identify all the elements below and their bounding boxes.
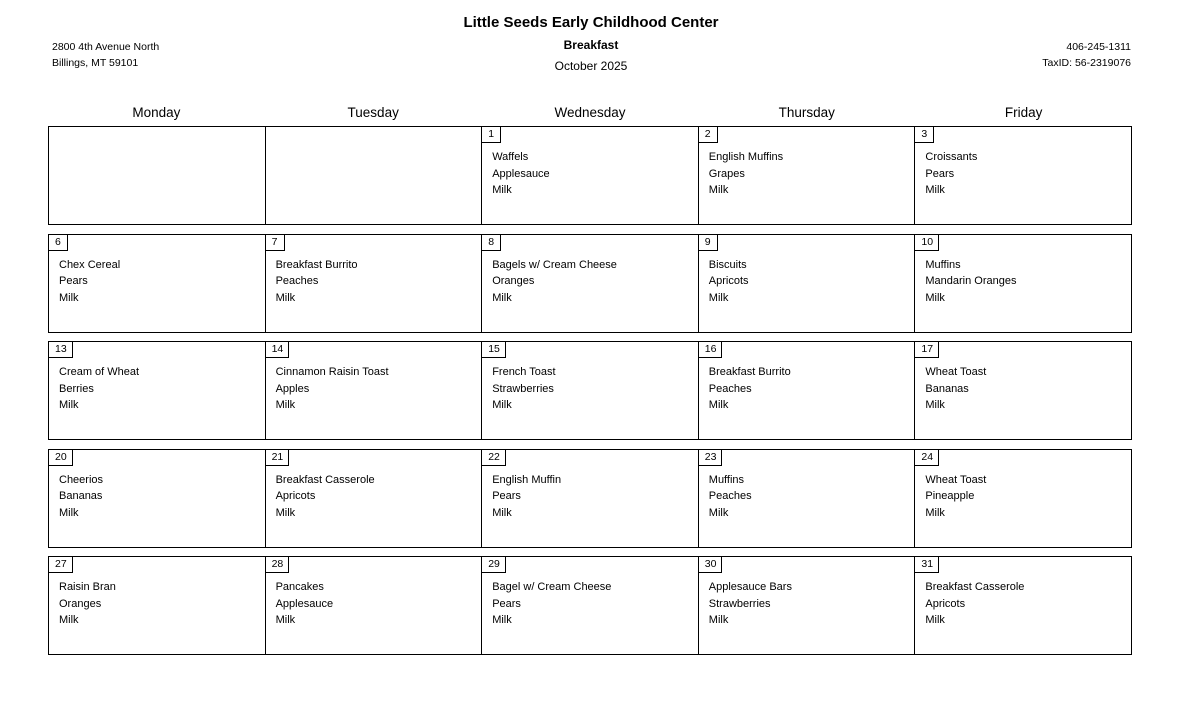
day-number: 30 [699,557,723,573]
day-number: 9 [699,235,718,251]
day-cell-29 [482,557,699,654]
day-number: 6 [49,235,68,251]
day-cell-3 [915,127,1131,224]
menu-item: English Muffin [492,473,562,486]
menu-item: Strawberries [708,597,771,610]
menu-item-list [915,145,1131,199]
menu-item-list [266,575,482,629]
menu-item-list [915,575,1131,629]
menu-item: Berries [59,382,94,395]
weekday-header-row [48,105,1132,120]
menu-item: Milk [492,614,512,627]
menu-item-list [699,468,915,522]
weekday-header-tuesday: Tuesday [347,105,399,120]
day-cell-6 [49,235,266,332]
menu-item: Milk [492,184,512,197]
menu-item: Peaches [708,382,752,395]
day-cell-20 [49,450,266,547]
menu-item-list [482,468,698,522]
menu-item: Wheat Toast [925,473,987,486]
menu-item: Pears [492,490,521,503]
menu-item: Milk [59,614,79,627]
day-number: 3 [915,127,934,143]
menu-item-list [915,253,1131,307]
menu-item: Milk [275,506,296,519]
menu-item: Milk [492,506,512,519]
menu-item: Milk [708,399,729,412]
day-cell-17 [915,342,1131,439]
menu-item: Cinnamon Raisin Toast [275,366,389,378]
menu-item: Applesauce Bars [708,581,792,593]
day-cell-2 [699,127,916,224]
menu-item: Grapes [708,167,745,180]
menu-item: Apricots [275,490,316,503]
address-line-1: 2800 4th Avenue North [52,41,160,53]
menu-item: Milk [708,184,729,197]
tax-id: TaxID: 56-2319076 [1042,56,1131,69]
menu-item: Bagels w/ Cream Cheese [492,258,617,271]
menu-item: Milk [59,506,79,519]
day-number: 22 [482,450,506,466]
menu-item: Milk [925,506,945,519]
menu-item: Milk [275,614,296,627]
weekday-header-monday: Monday [132,105,181,120]
day-cell-14 [266,342,483,439]
day-cell-13 [49,342,266,439]
menu-item: Milk [275,399,296,412]
menu-item-list [482,360,698,414]
menu-item-list [49,575,265,629]
menu-item: Oranges [492,275,535,288]
day-number: 23 [699,450,723,466]
menu-item: Milk [925,184,945,197]
menu-item-list [915,360,1131,414]
day-cell-21 [266,450,483,547]
menu-item-list [482,145,698,199]
day-cell-16 [699,342,916,439]
day-number: 15 [482,342,506,358]
month-label: October 2025 [554,59,628,73]
menu-item-list [699,253,915,307]
menu-item: Milk [708,614,729,627]
menu-item-list [266,360,482,414]
menu-item: Apricots [708,275,749,288]
day-cell-10 [915,235,1131,332]
menu-item: Pears [59,275,88,288]
menu-item: Milk [925,614,945,627]
menu-item: Pears [492,597,521,610]
day-number: 20 [49,450,73,466]
menu-item: Bananas [59,490,103,503]
menu-item: Raisin Bran [59,581,116,593]
day-number: 21 [266,450,290,466]
menu-item: Breakfast Burrito [708,366,791,378]
menu-item: Apples [275,382,310,395]
menu-item-list [49,468,265,522]
menu-item: Pancakes [275,581,324,593]
day-number: 7 [266,235,285,251]
menu-item: Peaches [708,490,752,503]
menu-item: Croissants [925,151,978,163]
week-row-5 [48,556,1132,655]
menu-item: Milk [59,291,79,304]
day-number: 17 [915,342,939,358]
menu-item-list [49,127,265,148]
menu-item: Muffins [708,473,745,486]
menu-item-list [699,360,915,414]
day-cell-empty [266,127,483,224]
menu-item-list [699,145,915,199]
menu-item-list [49,253,265,307]
menu-item-list [915,468,1131,522]
menu-item: Applesauce [275,597,334,610]
day-number: 1 [482,127,501,143]
menu-item: Apricots [925,597,966,610]
day-cell-27 [49,557,266,654]
day-cell-22 [482,450,699,547]
menu-item: Wheat Toast [925,366,987,378]
day-cell-30 [699,557,916,654]
menu-item: Cheerios [59,473,104,486]
menu-item: Breakfast Burrito [275,258,358,271]
calendar-grid [48,126,1132,664]
day-number: 29 [482,557,506,573]
menu-item: Milk [708,506,729,519]
menu-item-list [699,575,915,629]
menu-item: Pineapple [925,490,975,503]
menu-item-list [266,127,482,148]
meal-type-subtitle: Breakfast [563,38,619,52]
week-row-1 [48,126,1132,225]
week-row-4 [48,449,1132,548]
day-number: 14 [266,342,290,358]
menu-item: Milk [708,291,729,304]
day-cell-9 [699,235,916,332]
weekday-header-friday: Friday [1004,105,1043,120]
menu-item: Milk [59,399,79,412]
menu-item-list [482,253,698,307]
menu-item: Milk [492,291,512,304]
day-cell-empty [49,127,266,224]
menu-item: Milk [275,291,296,304]
week-row-3 [48,341,1132,440]
day-number: 27 [49,557,73,573]
menu-item: Biscuits [708,258,747,271]
menu-item: French Toast [492,366,556,378]
menu-item: Milk [925,399,945,412]
weekday-header-thursday: Thursday [778,105,835,120]
day-cell-28 [266,557,483,654]
menu-item: Bananas [925,382,969,395]
page-title: Little Seeds Early Childhood Center [463,14,719,31]
day-number: 8 [482,235,501,251]
contact-block [1042,40,1131,71]
menu-item: Breakfast Casserole [925,581,1025,593]
day-number: 24 [915,450,939,466]
week-row-2 [48,234,1132,333]
menu-item: Milk [492,399,512,412]
day-number: 31 [915,557,939,573]
phone-number: 406-245-1311 [1066,41,1131,53]
address-line-2: Billings, MT 59101 [52,56,139,69]
menu-item: Chex Cereal [59,258,121,271]
menu-item-list [482,575,698,629]
menu-item: Muffins [925,258,961,271]
menu-item: Breakfast Casserole [275,473,375,486]
day-number: 10 [915,235,939,251]
menu-item: Mandarin Oranges [925,275,1017,288]
weekday-header-wednesday: Wednesday [554,105,626,120]
menu-item: Peaches [275,275,319,288]
menu-item: English Muffins [708,151,784,163]
menu-item: Oranges [59,597,102,610]
day-cell-31 [915,557,1131,654]
day-cell-7 [266,235,483,332]
menu-item: Cream of Wheat [59,366,140,378]
menu-item: Strawberries [492,382,554,395]
day-number: 16 [699,342,723,358]
menu-item-list [49,360,265,414]
day-cell-15 [482,342,699,439]
address-block [52,40,159,71]
menu-item-list [266,253,482,307]
day-cell-24 [915,450,1131,547]
day-cell-23 [699,450,916,547]
menu-item: Applesauce [492,167,550,180]
day-number: 28 [266,557,290,573]
day-cell-8 [482,235,699,332]
day-cell-1 [482,127,699,224]
menu-item: Milk [925,291,945,304]
menu-item-list [266,468,482,522]
menu-item: Pears [925,167,955,180]
menu-item: Waffels [492,151,529,163]
day-number: 2 [699,127,718,143]
menu-item: Bagel w/ Cream Cheese [492,581,612,593]
day-number: 13 [49,342,73,358]
